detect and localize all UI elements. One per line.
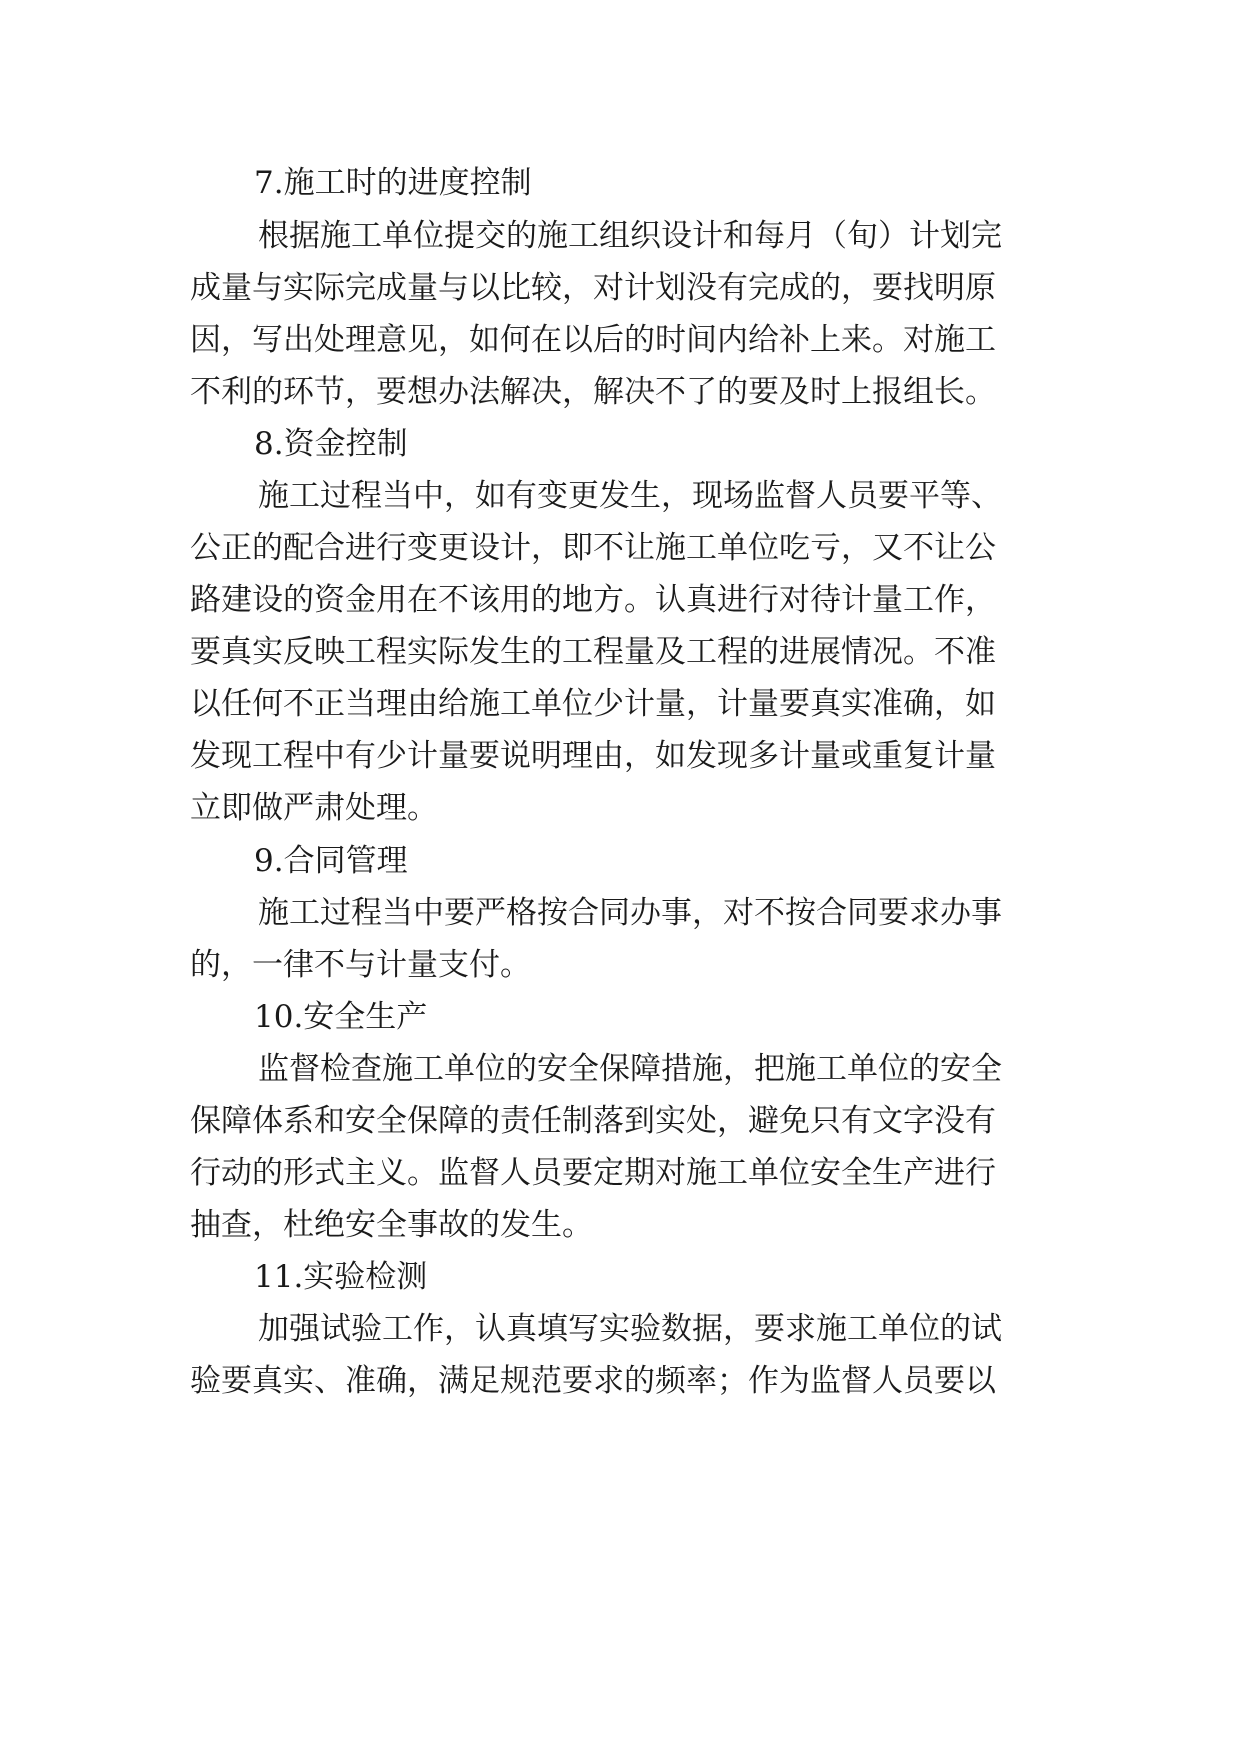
paragraph-line: 保障体系和安全保障的责任制落到实处，避免只有文字没有 xyxy=(190,1103,996,1139)
paragraph-line: 的，一律不与计量支付。 xyxy=(190,947,531,983)
section-heading-safety-production: 10.安全生产 xyxy=(254,999,428,1035)
paragraph-line: 抽查，杜绝安全事故的发生。 xyxy=(190,1207,593,1243)
section-heading-contract-management: 9.合同管理 xyxy=(254,843,408,879)
section-heading-experiment-testing: 11.实验检测 xyxy=(254,1259,428,1295)
paragraph-line: 根据施工单位提交的施工组织设计和每月（旬）计划完 xyxy=(258,218,1002,254)
paragraph-line: 发现工程中有少计量要说明理由，如发现多计量或重复计量 xyxy=(190,738,996,774)
paragraph-line: 以任何不正当理由给施工单位少计量，计量要真实准确，如 xyxy=(190,686,996,722)
section-heading-progress-control: 7.施工时的进度控制 xyxy=(254,165,532,201)
paragraph-line: 监督检查施工单位的安全保障措施，把施工单位的安全 xyxy=(258,1051,1002,1087)
paragraph-line: 要真实反映工程实际发生的工程量及工程的进展情况。不准 xyxy=(190,634,996,670)
paragraph-line: 成量与实际完成量与以比较，对计划没有完成的，要找明原 xyxy=(190,270,996,306)
paragraph-line: 立即做严肃处理。 xyxy=(190,790,438,826)
paragraph-line: 验要真实、准确，满足规范要求的频率；作为监督人员要以 xyxy=(190,1363,996,1399)
paragraph-line: 施工过程当中，如有变更发生，现场监督人员要平等、 xyxy=(258,478,1002,514)
paragraph-line: 公正的配合进行变更设计，即不让施工单位吃亏，又不让公 xyxy=(190,530,996,566)
paragraph-line: 加强试验工作，认真填写实验数据，要求施工单位的试 xyxy=(258,1311,1002,1347)
paragraph-line: 不利的环节，要想办法解决，解决不了的要及时上报组长。 xyxy=(190,374,996,410)
paragraph-line: 路建设的资金用在不该用的地方。认真进行对待计量工作， xyxy=(190,582,996,618)
paragraph-line: 施工过程当中要严格按合同办事，对不按合同要求办事 xyxy=(258,895,1002,931)
paragraph-line: 行动的形式主义。监督人员要定期对施工单位安全生产进行 xyxy=(190,1155,996,1191)
paragraph-line: 因，写出处理意见，如何在以后的时间内给补上来。对施工 xyxy=(190,322,996,358)
section-heading-fund-control: 8.资金控制 xyxy=(254,426,408,462)
